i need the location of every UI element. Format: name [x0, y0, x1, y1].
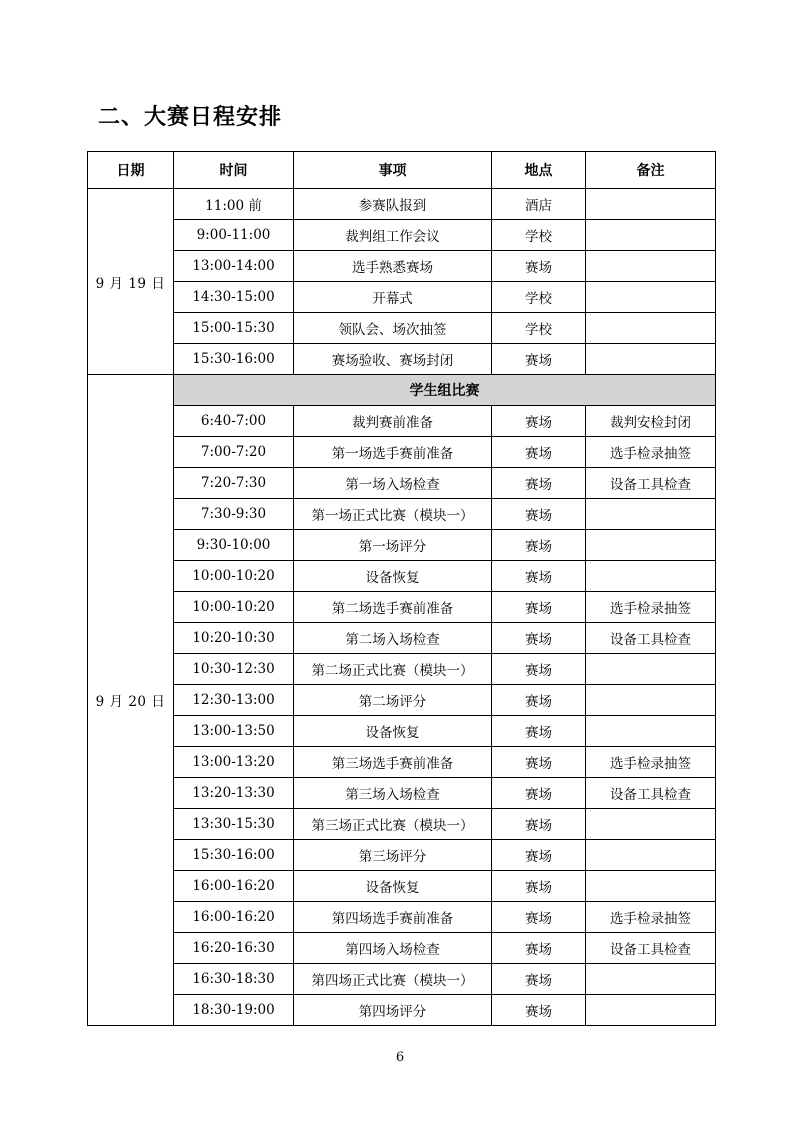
table-row: [88, 685, 716, 716]
column-header-place: 地点: [492, 152, 586, 189]
place-cell: 赛场: [492, 561, 586, 592]
group-row: [88, 375, 716, 406]
note-cell: [586, 499, 716, 530]
item-cell: 第三场入场检查: [294, 778, 492, 809]
place-cell: 赛场: [492, 778, 586, 809]
time-cell: 7:00-7:20: [174, 437, 294, 468]
note-cell: [586, 964, 716, 995]
item-cell: 第二场评分: [294, 685, 492, 716]
note-cell: [586, 685, 716, 716]
table-row: [88, 251, 716, 282]
place-cell: 赛场: [492, 251, 586, 282]
table-row: [88, 344, 716, 375]
table-row: [88, 189, 716, 220]
table-row: [88, 561, 716, 592]
note-cell: 选手检录抽签: [586, 747, 716, 778]
time-cell: 10:20-10:30: [174, 623, 294, 654]
note-cell: [586, 282, 716, 313]
table-row: [88, 592, 716, 623]
note-cell: [586, 654, 716, 685]
table-row: [88, 282, 716, 313]
place-cell: 赛场: [492, 995, 586, 1026]
time-cell: 10:30-12:30: [174, 654, 294, 685]
place-cell: 赛场: [492, 344, 586, 375]
table-row: [88, 220, 716, 251]
item-cell: 第一场正式比赛（模块一）: [294, 499, 492, 530]
note-cell: [586, 251, 716, 282]
column-header-time: 时间: [174, 152, 294, 189]
time-cell: 12:30-13:00: [174, 685, 294, 716]
table-row: [88, 778, 716, 809]
time-cell: 13:00-13:20: [174, 747, 294, 778]
table-row: [88, 654, 716, 685]
item-cell: 第三场选手赛前准备: [294, 747, 492, 778]
table-row: [88, 313, 716, 344]
table-row: [88, 747, 716, 778]
place-cell: 赛场: [492, 716, 586, 747]
table-row: [88, 623, 716, 654]
item-cell: 第三场评分: [294, 840, 492, 871]
table-row: [88, 902, 716, 933]
place-cell: 学校: [492, 282, 586, 313]
time-cell: 14:30-15:00: [174, 282, 294, 313]
table-row: [88, 468, 716, 499]
note-cell: [586, 313, 716, 344]
table-row: [88, 499, 716, 530]
item-cell: 第一场评分: [294, 530, 492, 561]
place-cell: 赛场: [492, 964, 586, 995]
note-cell: 选手检录抽签: [586, 437, 716, 468]
place-cell: 酒店: [492, 189, 586, 220]
page-number: 6: [395, 1050, 405, 1065]
note-cell: 设备工具检查: [586, 468, 716, 499]
column-header-item: 事项: [294, 152, 492, 189]
header-row: [88, 152, 716, 189]
schedule-table: [87, 151, 716, 1026]
section-heading: 二、大赛日程安排: [98, 105, 283, 130]
note-cell: [586, 871, 716, 902]
item-cell: 领队会、场次抽签: [294, 313, 492, 344]
table-row: [88, 716, 716, 747]
table-row: [88, 530, 716, 561]
item-cell: 第四场入场检查: [294, 933, 492, 964]
note-cell: [586, 561, 716, 592]
time-cell: 13:00-14:00: [174, 251, 294, 282]
time-cell: 16:00-16:20: [174, 902, 294, 933]
table-row: [88, 809, 716, 840]
table-row: [88, 871, 716, 902]
note-cell: [586, 530, 716, 561]
note-cell: 设备工具检查: [586, 623, 716, 654]
place-cell: 赛场: [492, 840, 586, 871]
time-cell: 10:00-10:20: [174, 561, 294, 592]
time-cell: 11:00 前: [174, 189, 294, 220]
date-cell: 9 月 19 日: [88, 189, 174, 375]
place-cell: 赛场: [492, 592, 586, 623]
item-cell: 裁判赛前准备: [294, 406, 492, 437]
time-cell: 9:30-10:00: [174, 530, 294, 561]
table-row: [88, 995, 716, 1026]
item-cell: 裁判组工作会议: [294, 220, 492, 251]
time-cell: 6:40-7:00: [174, 406, 294, 437]
place-cell: 赛场: [492, 685, 586, 716]
item-cell: 第一场入场检查: [294, 468, 492, 499]
time-cell: 13:30-15:30: [174, 809, 294, 840]
table-row: [88, 933, 716, 964]
time-cell: 7:30-9:30: [174, 499, 294, 530]
time-cell: 15:00-15:30: [174, 313, 294, 344]
day2-rows: [88, 375, 716, 1026]
place-cell: 赛场: [492, 530, 586, 561]
time-cell: 13:00-13:50: [174, 716, 294, 747]
table-row: [88, 840, 716, 871]
note-cell: [586, 809, 716, 840]
item-cell: 第二场选手赛前准备: [294, 592, 492, 623]
column-header-note: 备注: [586, 152, 716, 189]
item-cell: 第三场正式比赛（模块一）: [294, 809, 492, 840]
place-cell: 赛场: [492, 654, 586, 685]
note-cell: [586, 220, 716, 251]
place-cell: 赛场: [492, 437, 586, 468]
note-cell: 选手检录抽签: [586, 902, 716, 933]
place-cell: 赛场: [492, 468, 586, 499]
time-cell: 15:30-16:00: [174, 840, 294, 871]
place-cell: 学校: [492, 313, 586, 344]
time-cell: 16:20-16:30: [174, 933, 294, 964]
item-cell: 第一场选手赛前准备: [294, 437, 492, 468]
place-cell: 赛场: [492, 623, 586, 654]
item-cell: 选手熟悉赛场: [294, 251, 492, 282]
group-title: 学生组比赛: [174, 375, 716, 406]
place-cell: 赛场: [492, 933, 586, 964]
note-cell: [586, 189, 716, 220]
date-cell: 9 月 20 日: [88, 375, 174, 1026]
table-row: [88, 964, 716, 995]
time-cell: 13:20-13:30: [174, 778, 294, 809]
time-cell: 18:30-19:00: [174, 995, 294, 1026]
place-cell: 赛场: [492, 871, 586, 902]
column-header-date: 日期: [88, 152, 174, 189]
time-cell: 9:00-11:00: [174, 220, 294, 251]
item-cell: 第四场选手赛前准备: [294, 902, 492, 933]
time-cell: 16:00-16:20: [174, 871, 294, 902]
place-cell: 赛场: [492, 499, 586, 530]
place-cell: 学校: [492, 220, 586, 251]
item-cell: 设备恢复: [294, 716, 492, 747]
item-cell: 设备恢复: [294, 871, 492, 902]
table-row: [88, 406, 716, 437]
item-cell: 参赛队报到: [294, 189, 492, 220]
note-cell: [586, 995, 716, 1026]
time-cell: 16:30-18:30: [174, 964, 294, 995]
day1-rows: [88, 189, 716, 375]
item-cell: 赛场验收、赛场封闭: [294, 344, 492, 375]
place-cell: 赛场: [492, 406, 586, 437]
note-cell: [586, 840, 716, 871]
time-cell: 7:20-7:30: [174, 468, 294, 499]
note-cell: 设备工具检查: [586, 933, 716, 964]
note-cell: [586, 716, 716, 747]
item-cell: 设备恢复: [294, 561, 492, 592]
item-cell: 第四场评分: [294, 995, 492, 1026]
item-cell: 第四场正式比赛（模块一）: [294, 964, 492, 995]
place-cell: 赛场: [492, 902, 586, 933]
table-row: [88, 437, 716, 468]
note-cell: 设备工具检查: [586, 778, 716, 809]
note-cell: 选手检录抽签: [586, 592, 716, 623]
item-cell: 开幕式: [294, 282, 492, 313]
place-cell: 赛场: [492, 747, 586, 778]
time-cell: 10:00-10:20: [174, 592, 294, 623]
note-cell: [586, 344, 716, 375]
item-cell: 第二场入场检查: [294, 623, 492, 654]
note-cell: 裁判安检封闭: [586, 406, 716, 437]
item-cell: 第二场正式比赛（模块一）: [294, 654, 492, 685]
place-cell: 赛场: [492, 809, 586, 840]
time-cell: 15:30-16:00: [174, 344, 294, 375]
